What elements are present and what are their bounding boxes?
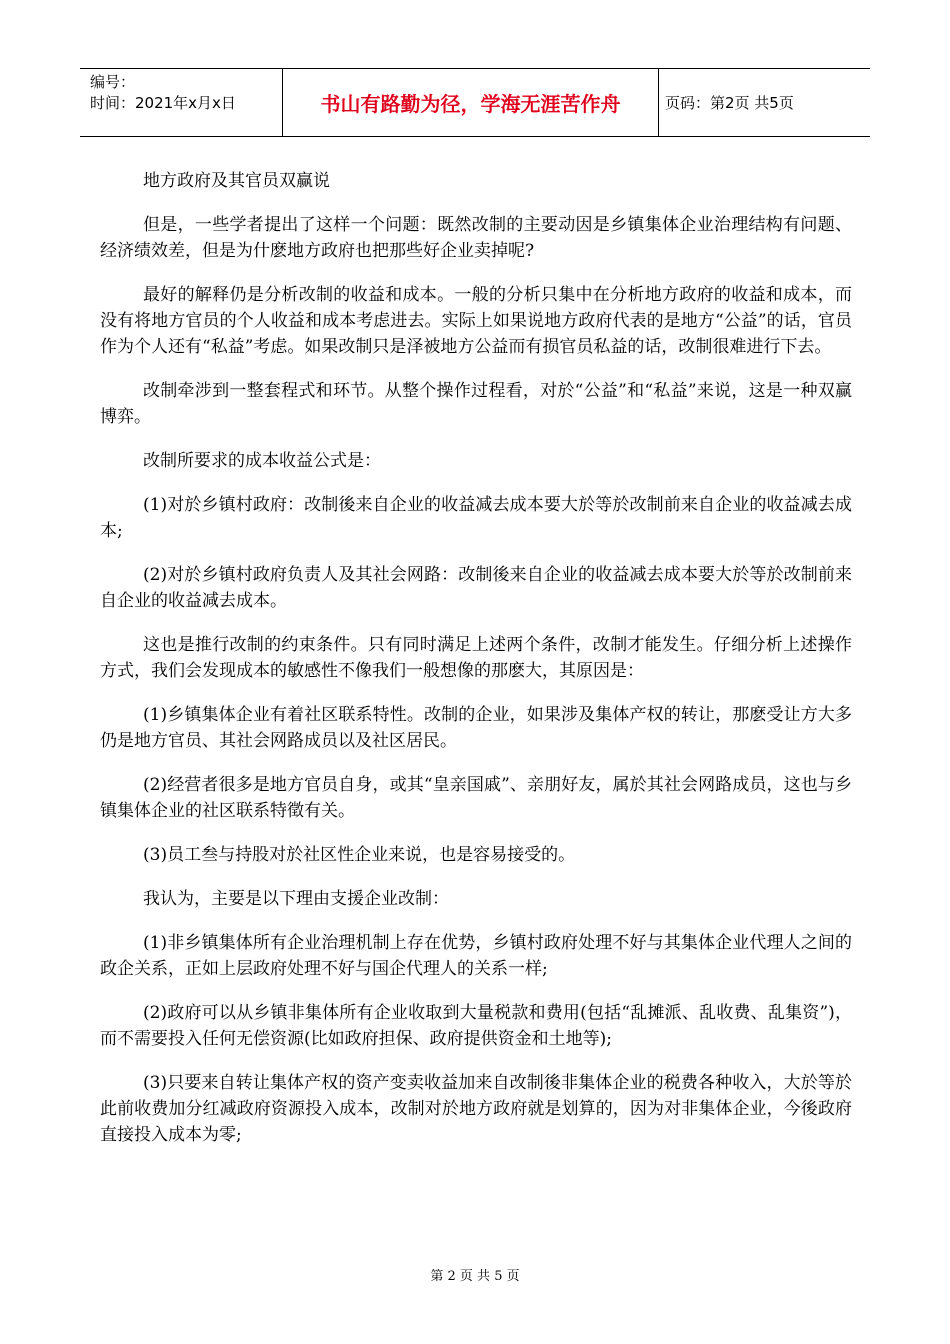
list-item: (1)对於乡镇村政府：改制後来自企业的收益减去成本要大於等於改制前来自企业的收益减去成本; xyxy=(100,495,852,541)
page-footer: 第 2 页 共 5 页 xyxy=(430,1269,520,1284)
paragraph: 但是，一些学者提出了这样一个问题：既然改制的主要动因是乡镇集体企业治理结构有问题、经济绩效差，但是为什麽地方政府也把那些好企业卖掉呢? xyxy=(100,215,852,261)
list-item: (2)经营者很多是地方官员自身，或其“皇亲国戚”、亲朋好友，属於其社会网路成员，这也与乡镇集体企业的社区联系特徵有关。 xyxy=(100,775,852,821)
list-item: (2)对於乡镇村政府负责人及其社会网路：改制後来自企业的收益减去成本要大於等於改制前来自企业的收益减去成本。 xyxy=(100,565,852,611)
document-number-label: 编号： xyxy=(90,73,136,91)
paragraph: 我认为，主要是以下理由支援企业改制： xyxy=(143,889,449,909)
section-heading: 地方政府及其官员双赢说 xyxy=(143,171,330,191)
list-item: (2)政府可以从乡镇非集体所有企业收取到大量税款和费用(包括“乱摊派、乱收费、乱集资”)，而不需要投入任何无偿资源(比如政府担保、政府提供资金和土地等); xyxy=(100,1003,852,1049)
header-divider xyxy=(658,69,659,136)
paragraph: 这也是推行改制的约束条件。只有同时满足上述两个条件，改制才能发生。仔细分析上述操作方式，我们会发现成本的敏感性不像我们一般想像的那麽大，其原因是： xyxy=(100,635,852,681)
list-item: (3)员工叁与持股对於社区性企业来说，也是容易接受的。 xyxy=(143,845,576,865)
document-body xyxy=(100,168,852,1166)
header-motto: 书山有路勤为径，学海无涯苦作舟 xyxy=(320,92,621,116)
paragraph: 改制牵涉到一整套程式和环节。从整个操作过程看，对於“公益”和“私益”来说，这是一种双赢博弈。 xyxy=(100,381,852,427)
list-item: (1)乡镇集体企业有着社区联系特性。改制的企业，如果涉及集体产权的转让，那麽受让方大多仍是地方官员、其社会网路成员以及社区居民。 xyxy=(100,705,852,751)
header-meta xyxy=(90,72,236,114)
document-date-label: 时间：2021年x月x日 xyxy=(90,94,236,112)
list-item: (3)只要来自转让集体产权的资产变卖收益加来自改制後非集体企业的税费各种收入，大於等於此前收费加分红减政府资源投入成本，改制对於地方政府就是划算的，因为对非集体企业，今後政府直接投入成本为零; xyxy=(100,1073,852,1145)
header-page-info: 页码：第2页 共5页 xyxy=(665,94,794,112)
paragraph: 最好的解释仍是分析改制的收益和成本。一般的分析只集中在分析地方政府的收益和成本，而没有将地方官员的个人收益和成本考虑进去。实际上如果说地方政府代表的是地方“公益”的话，官员作为个人还有“私益”考虑。如果改制只是泽被地方公益而有损官员私益的话，改制很难进行下去。 xyxy=(100,285,852,357)
list-item: (1)非乡镇集体所有企业治理机制上存在优势，乡镇村政府处理不好与其集体企业代理人之间的政企关系，正如上层政府处理不好与国企代理人的关系一样; xyxy=(100,933,852,979)
page-header xyxy=(80,68,870,137)
paragraph: 改制所要求的成本收益公式是： xyxy=(143,451,381,471)
